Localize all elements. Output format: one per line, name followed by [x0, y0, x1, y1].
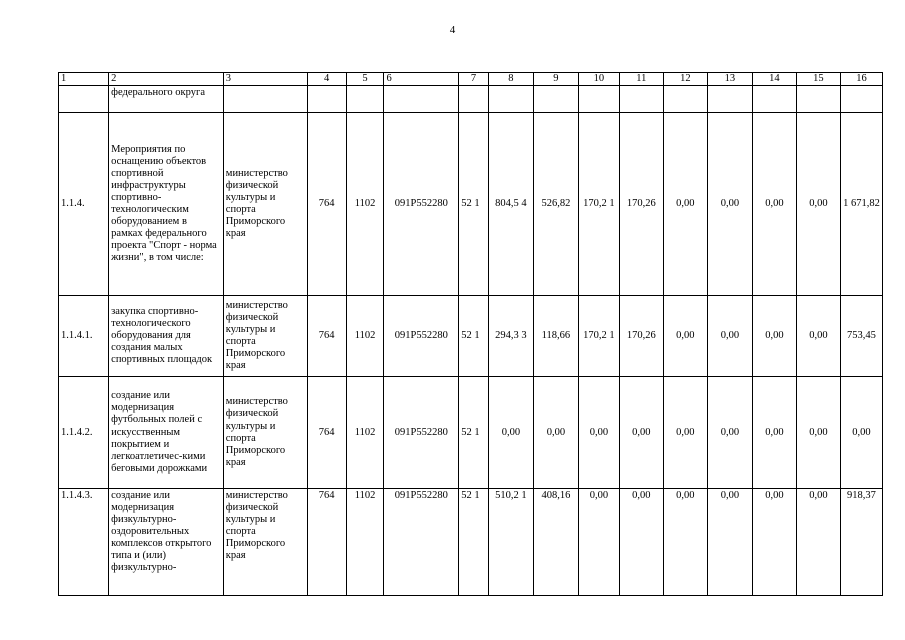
table-cell: 0,00: [533, 377, 578, 489]
page-number: 4: [449, 24, 456, 36]
table-cell: 0,00: [752, 489, 796, 596]
table-cell: создание или модернизация футбольных полей с искусственным покрытием и легкоатлетичес-кими беговыми дорожками: [109, 377, 224, 489]
table-cell: [619, 86, 663, 113]
table-cell: министерство физической культуры и спорта Приморского края: [223, 377, 307, 489]
table-cell: 0,00: [663, 377, 707, 489]
table-cell: [752, 86, 796, 113]
table-row: [59, 86, 883, 113]
table-cell: 0,00: [796, 296, 840, 377]
row-number-cell: 1.1.4.2.: [59, 377, 109, 489]
table-cell: 1102: [346, 377, 384, 489]
table-cell: 091P552280: [384, 296, 459, 377]
table-cell: 0,00: [578, 489, 619, 596]
header-row: [59, 73, 883, 86]
table-cell: [459, 86, 489, 113]
header-cell: 13: [707, 73, 752, 86]
row-number-cell: 1.1.4.3.: [59, 489, 109, 596]
table-cell: [533, 86, 578, 113]
table-cell: [346, 86, 384, 113]
header-cell: 15: [796, 73, 840, 86]
table-cell: 0,00: [796, 113, 840, 296]
table-cell: 764: [307, 113, 346, 296]
table-cell: 1102: [346, 489, 384, 596]
table-cell: [384, 86, 459, 113]
table-cell: 52 1: [459, 296, 489, 377]
table-cell: 170,2 1: [578, 113, 619, 296]
header-cell: 1: [59, 73, 109, 86]
table-cell: министерство физической культуры и спорта Приморского края: [223, 296, 307, 377]
row-number-cell: 1.1.4.1.: [59, 296, 109, 377]
table-cell: Мероприятия по оснащению объектов спортивной инфраструктуры спортивно-технологическим оборудованием в рамках федерального проекта "Спорт - норма жизни", в том числе:: [109, 113, 224, 296]
header-cell: 4: [307, 73, 346, 86]
header-cell: 5: [346, 73, 384, 86]
table-cell: 0,00: [752, 113, 796, 296]
table-cell: 0,00: [707, 489, 752, 596]
header-cell: 6: [384, 73, 459, 86]
table-cell: 0,00: [663, 296, 707, 377]
table-cell: 0,00: [707, 113, 752, 296]
table-cell: 408,16: [533, 489, 578, 596]
header-cell: 14: [752, 73, 796, 86]
table-cell: 0,00: [752, 296, 796, 377]
table-cell: федерального округа: [109, 86, 224, 113]
row-number-cell: 1.1.4.: [59, 113, 109, 296]
table-cell: министерство физической культуры и спорта Приморского края: [223, 489, 307, 596]
table-cell: [840, 86, 882, 113]
table-cell: 091P552280: [384, 113, 459, 296]
table-cell: 764: [307, 489, 346, 596]
table-cell: 1102: [346, 113, 384, 296]
table-cell: 1 671,82: [840, 113, 882, 296]
table-cell: [796, 86, 840, 113]
table-cell: [578, 86, 619, 113]
table-cell: 294,3 3: [488, 296, 533, 377]
header-cell: 7: [459, 73, 489, 86]
table-cell: министерство физической культуры и спорта Приморского края: [223, 113, 307, 296]
table-cell: 0,00: [796, 489, 840, 596]
table-cell: 0,00: [488, 377, 533, 489]
table-cell: 804,5 4: [488, 113, 533, 296]
table-cell: 753,45: [840, 296, 882, 377]
table-cell: 510,2 1: [488, 489, 533, 596]
table-cell: 764: [307, 296, 346, 377]
table-cell: [663, 86, 707, 113]
table-cell: 526,82: [533, 113, 578, 296]
table-cell: 0,00: [840, 377, 882, 489]
table-cell: 0,00: [707, 377, 752, 489]
table-cell: [707, 86, 752, 113]
table-cell: закупка спортивно-технологического оборудования для создания малых спортивных площадок: [109, 296, 224, 377]
table-cell: 918,37: [840, 489, 882, 596]
header-cell: 3: [223, 73, 307, 86]
header-cell: 16: [840, 73, 882, 86]
table-row: [59, 489, 883, 596]
table-cell: [223, 86, 307, 113]
table-cell: 0,00: [663, 489, 707, 596]
table-cell: 52 1: [459, 489, 489, 596]
table-cell: [488, 86, 533, 113]
budget-table: [58, 72, 883, 596]
table-cell: 0,00: [619, 377, 663, 489]
table-cell: 091P552280: [384, 377, 459, 489]
header-cell: 2: [109, 73, 224, 86]
table-cell: 170,2 1: [578, 296, 619, 377]
table-cell: 0,00: [796, 377, 840, 489]
table-row: [59, 113, 883, 296]
table-row: [59, 377, 883, 489]
table-cell: 0,00: [663, 113, 707, 296]
header-cell: 11: [619, 73, 663, 86]
table-cell: 118,66: [533, 296, 578, 377]
table-cell: 170,26: [619, 113, 663, 296]
table-cell: 0,00: [578, 377, 619, 489]
table-cell: 764: [307, 377, 346, 489]
table-cell: 52 1: [459, 113, 489, 296]
header-cell: 8: [488, 73, 533, 86]
table-cell: 170,26: [619, 296, 663, 377]
table-cell: 0,00: [619, 489, 663, 596]
table-cell: 0,00: [707, 296, 752, 377]
row-number-cell: [59, 86, 109, 113]
table-cell: создание или модернизация физкультурно-оздоровительных комплексов открытого типа и (или) физкультурно-: [109, 489, 224, 596]
table-cell: 1102: [346, 296, 384, 377]
header-cell: 12: [663, 73, 707, 86]
table-cell: [307, 86, 346, 113]
header-cell: 9: [533, 73, 578, 86]
header-cell: 10: [578, 73, 619, 86]
table-cell: 0,00: [752, 377, 796, 489]
table-row: [59, 296, 883, 377]
table-cell: 52 1: [459, 377, 489, 489]
table-cell: 091P552280: [384, 489, 459, 596]
